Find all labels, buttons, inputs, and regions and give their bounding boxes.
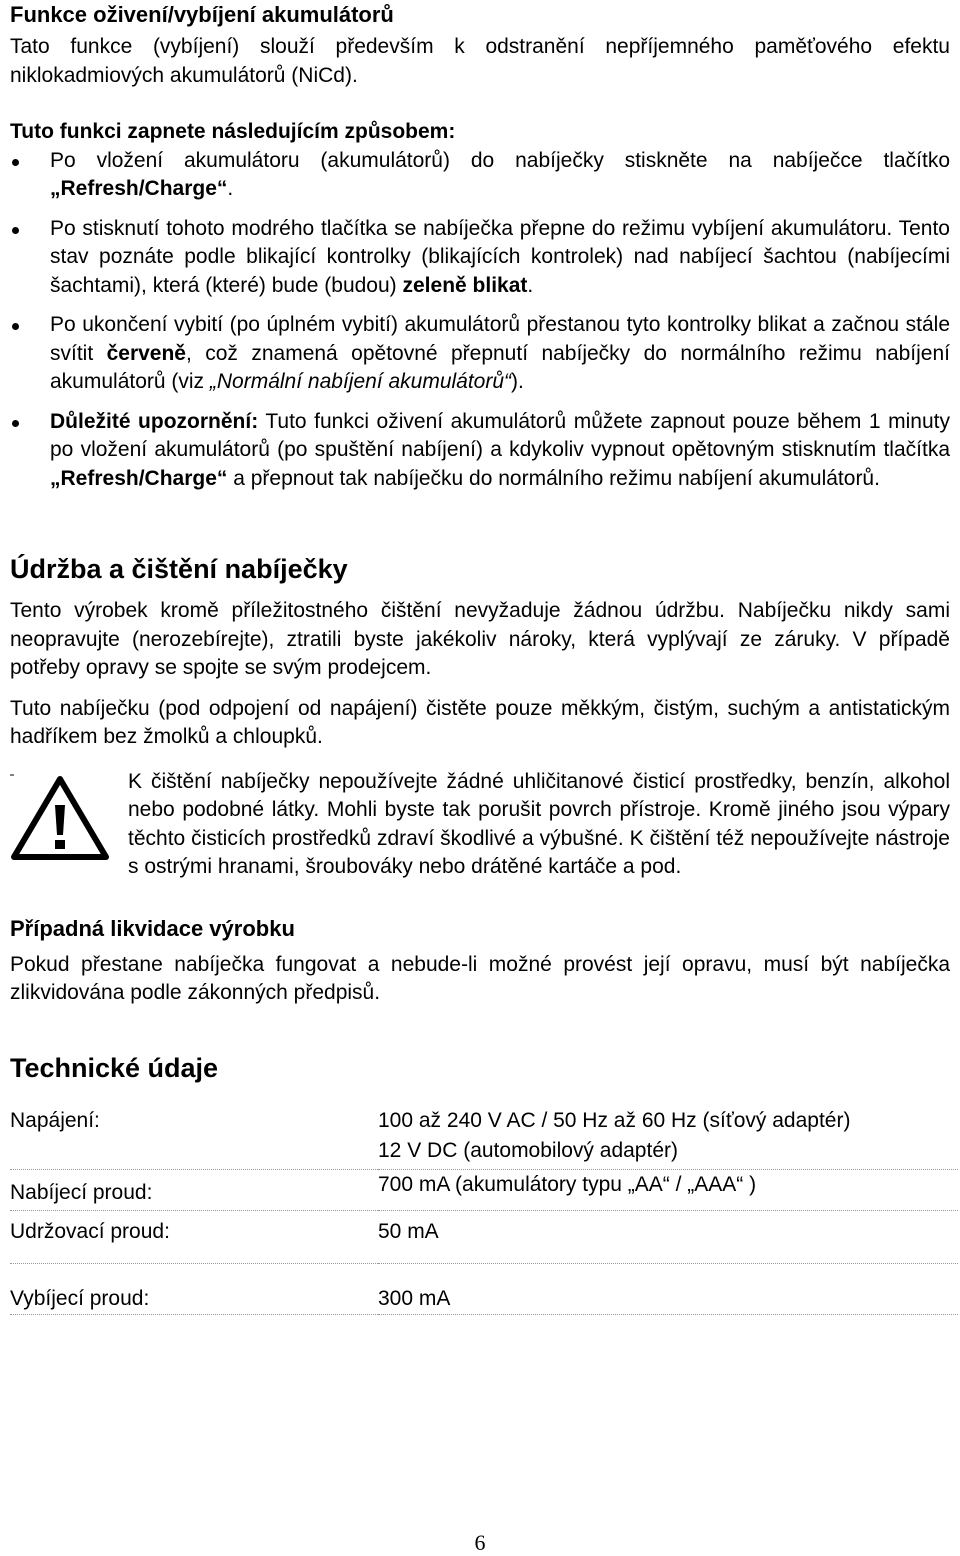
list-item: Důležité upozornění: Tuto funkci oživení akumulátorů můžete zapnout pouze během 1 minuty po vložení akumulátorů (po spuštění nabíjení) a kdykoliv vypnout opětovným stisknutím tlačítka „Refresh/Charge“ a přepnout tak nabíječku do normálního režimu nabíjení akumulátorů.: [10, 408, 950, 494]
disposal-paragraph: Pokud přestane nabíječka fungovat a nebude-li možné provést její opravu, musí být nabíječka zlikvidována podle zákonných předpisů.: [10, 952, 950, 1004]
spec-value: 700 mA (akumulátory typu „AA“ / „AAA“ ): [378, 1172, 757, 1196]
spec-label: Vybíjecí proud:: [10, 1286, 150, 1310]
bullet-icon: [12, 159, 19, 166]
bullet-icon: [12, 323, 19, 330]
table-row: [10, 1106, 958, 1170]
document-page: [10, 0, 950, 1315]
section-title-tech: Technické údaje: [10, 1052, 219, 1083]
list-item: Po ukončení vybití (po úplném vybití) akumulátorů přestanou tyto kontrolky blikat a začnou stále svítit červeně, což znamená opětovné přepnutí nabíječky do normálního režimu nabíjení akumulátorů (viz „Normální nabíjení akumulátorů“).: [10, 311, 950, 397]
page-number: 6: [474, 1530, 486, 1555]
intro-paragraph: Tato funkce (vybíjení) slouží především k odstranění nepříjemného paměťového efektu niklokadmiových akumulátorů (NiCd).: [10, 35, 950, 87]
list-item: Po vložení akumulátoru (akumulátorů) do nabíječky stiskněte na nabíječce tlačítko „Refresh/Charge“.: [10, 147, 950, 204]
table-row: [10, 1210, 958, 1263]
spec-label: Udržovací proud:: [10, 1219, 170, 1243]
table-row: [10, 1263, 958, 1314]
warning-block: [10, 768, 950, 882]
spec-label: Napájení:: [10, 1108, 100, 1132]
section-title-refresh: Funkce oživení/vybíjení akumulátorů: [10, 2, 394, 27]
section-title-disposal: Případná likvidace výrobku: [10, 915, 295, 941]
how-to-heading: Tuto funkci zapnete následujícím způsobem:: [10, 120, 456, 143]
tech-spec-table: [10, 1106, 958, 1315]
warning-triangle-icon: [10, 773, 110, 861]
steps-list: [10, 147, 950, 494]
spec-value: 50 mA: [378, 1219, 439, 1243]
spec-value: 100 až 240 V AC / 50 Hz až 60 Hz (síťový adaptér) 12 V DC (automobilový adaptér): [378, 1108, 851, 1162]
table-row: [10, 1169, 958, 1210]
spec-value: 300 mA: [378, 1286, 451, 1310]
maintenance-paragraph: Tento výrobek kromě příležitostného čištění nevyžaduje žádnou údržbu. Nabíječku nikdy sami neopravujte (nerozebírejte), ztratili byste jakékoliv nároky, která vyplývají ze záruky. V případě potřeby opravy se spojte se svým prodejcem.: [10, 599, 950, 679]
list-item: Po stisknutí tohoto modrého tlačítka se nabíječka přepne do režimu vybíjení akumulátoru. Tento stav poznáte podle blikající kontrolky (blikajících kontrolek) nad nabíjecí šachtou (nabíjecími šachtami), která (které) bude (budou) zeleně blikat.: [10, 215, 950, 301]
warning-text: K čištění nabíječky nepoužívejte žádné uhličitanové čisticí prostředky, benzín, alkohol nebo podobné látky. Mohli byste tak porušit povrch přístroje. Kromě jiného jsou výpary těchto čisticích prostředků zdraví škodlivé a výbušné. K čištění též nepoužívejte nástroje s ostrými hranami, šroubováky nebo drátěné kartáče a pod.: [128, 769, 950, 878]
section-title-maintenance: Údržba a čištění nabíječky: [10, 554, 348, 584]
bullet-icon: [12, 420, 19, 427]
cleaning-paragraph: Tuto nabíječku (pod odpojení od napájení) čistěte pouze měkkým, čistým, suchým a antistatickým hadříkem bez žmolků a chloupků.: [10, 696, 950, 748]
bullet-icon: [12, 227, 19, 234]
spec-label: Nabíjecí proud:: [10, 1180, 153, 1204]
